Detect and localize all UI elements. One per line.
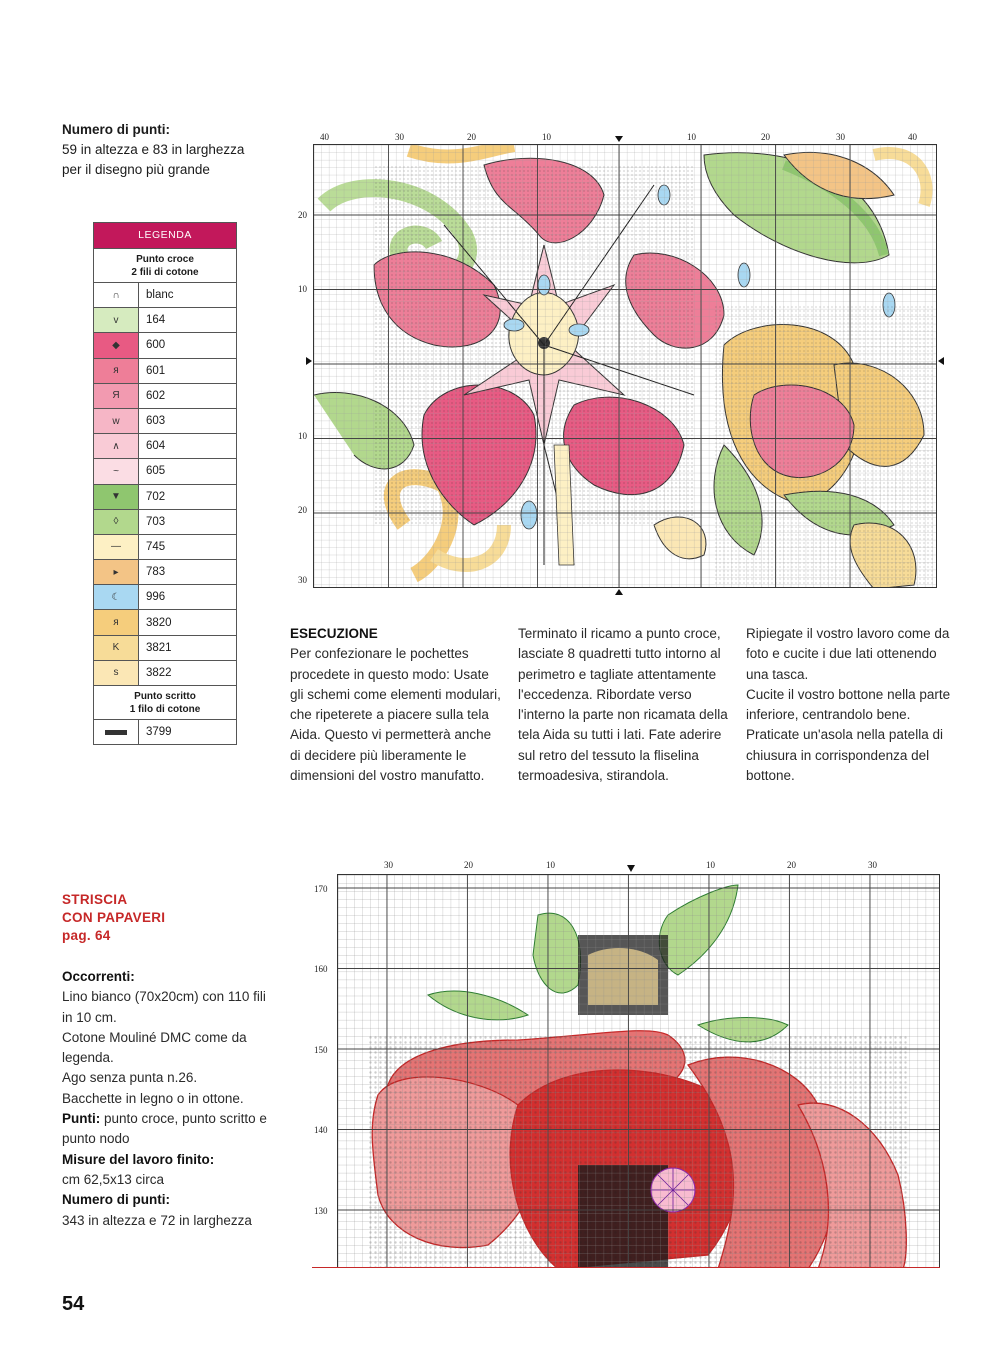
chart2-top-tick-label: 20 — [787, 860, 796, 870]
legend-swatch: ▼ — [94, 485, 139, 509]
center-marker-right — [938, 357, 944, 365]
legend-row — [94, 282, 236, 307]
chart1-left-tick-label: 10 — [298, 284, 307, 294]
legend-swatch: ☾ — [94, 585, 139, 609]
legend-row — [94, 534, 236, 559]
chart2-top-tick-label: 10 — [546, 860, 555, 870]
legend-code: 703 — [146, 515, 166, 528]
legend-swatch: ~ — [94, 459, 139, 483]
legend-table — [93, 222, 237, 745]
chart1-left-tick-label: 10 — [298, 431, 307, 441]
papaveri-title-2: CON PAPAVERI — [62, 910, 166, 925]
numero-value: 343 in altezza e 72 in larghezza — [62, 1212, 252, 1228]
stitch-count-line2: per il disegno più grande — [62, 162, 210, 177]
legend-code: 996 — [146, 591, 166, 604]
backstitch-line-icon — [105, 730, 127, 735]
center-marker-top — [615, 136, 623, 142]
papaveri-page-ref: pag. 64 — [62, 928, 111, 943]
occorrenti-4: Bacchette in legno o in ottone. — [62, 1090, 244, 1106]
legend-code: 3821 — [146, 641, 172, 654]
chart2-left-tick-label: 130 — [314, 1206, 328, 1216]
legend-rows — [94, 282, 236, 685]
legend-code: 702 — [146, 490, 166, 503]
chart1-top-tick-label: 40 — [320, 132, 329, 142]
legend-swatch: я — [94, 359, 139, 383]
legend-swatch: ∧ — [94, 434, 139, 458]
legend-code: 603 — [146, 415, 166, 428]
legend-row — [94, 307, 236, 332]
legend-code: 745 — [146, 540, 166, 553]
legend-row — [94, 609, 236, 634]
center-marker-bottom — [615, 589, 623, 595]
papaveri-title-1: STRISCIA — [62, 892, 128, 907]
chart1-top-tick-label: 30 — [395, 132, 404, 142]
legend-row — [94, 358, 236, 383]
chart1-left-tick-label: 30 — [298, 575, 307, 585]
legend-row — [94, 484, 236, 509]
center-marker-left — [306, 357, 312, 365]
legend-row — [94, 433, 236, 458]
papaveri-body — [62, 967, 277, 1231]
esecuzione-text-3c: Praticate un'asola nella patella di chiusura in corrispondenza del bottone. — [746, 727, 943, 784]
occorrenti-3: Ago senza punta n.26. — [62, 1070, 198, 1086]
chart1-svg — [314, 145, 937, 588]
stitch-count-label: Numero di punti: — [62, 122, 170, 137]
stitch-count-block — [62, 120, 272, 180]
chart2-svg — [338, 875, 940, 1268]
legend-swatch: Я — [94, 384, 139, 408]
esecuzione-text-2: Terminato il ricamo a punto croce, lasciate 8 quadretti tutto intorno al perimetro e tagliate attentamente l'eccedenza. Ribordate verso l'interno la parte non ricamata della tela Aida su tutti i lati. Fate aderire sul retro del tessuto la fliselina termoadesiva, stirandola. — [518, 626, 728, 784]
section2-line2: 1 filo di cotone — [129, 703, 201, 715]
legend-row — [94, 408, 236, 433]
chart1-top-tick-label: 10 — [687, 132, 696, 142]
numero-label: Numero di punti: — [62, 1192, 170, 1208]
chart2-top-tick-label: 20 — [464, 860, 473, 870]
legend-row-backstitch — [94, 719, 236, 744]
chart2-grid — [337, 874, 940, 1268]
esecuzione-col1 — [290, 624, 502, 786]
legend-code: 605 — [146, 465, 166, 478]
section1-line2: 2 fili di cotone — [131, 266, 199, 278]
chart1-fine-grid — [314, 145, 937, 588]
legend-swatch: я — [94, 610, 139, 634]
legend-code: 602 — [146, 389, 166, 402]
backstitch-code: 3799 — [146, 726, 172, 739]
legend-swatch: v — [94, 308, 139, 332]
occorrenti-2: Cotone Mouliné DMC come da legenda. — [62, 1029, 247, 1066]
section1-line1: Punto croce — [136, 253, 194, 265]
papaveri-block — [62, 891, 277, 1231]
chart2-left-tick-label: 160 — [314, 964, 328, 974]
occorrenti-1: Lino bianco (70x20cm) con 110 fili in 10 cm. — [62, 989, 266, 1025]
legend-code: 3822 — [146, 666, 172, 679]
legend-row — [94, 660, 236, 685]
occorrenti-label: Occorrenti: — [62, 969, 135, 984]
legend-title: LEGENDA — [94, 223, 236, 248]
legend-swatch: — — [94, 535, 139, 559]
chart2-left-tick-label: 150 — [314, 1045, 328, 1055]
legend-code: blanc — [146, 289, 174, 302]
legend-row — [94, 635, 236, 660]
legend-swatch: w — [94, 409, 139, 433]
legend-swatch: ∩ — [94, 283, 139, 307]
esecuzione-col2 — [518, 624, 730, 786]
section2-line1: Punto scritto — [134, 690, 196, 702]
legend-swatch: ▸ — [94, 560, 139, 584]
legend-row — [94, 559, 236, 584]
legend-swatch: ◆ — [94, 333, 139, 357]
legend-row — [94, 509, 236, 534]
punti-value: punto croce, punto scritto e punto nodo — [62, 1111, 267, 1147]
chart1-left-tick-label: 20 — [298, 210, 307, 220]
chart1-top-tick-label: 30 — [836, 132, 845, 142]
legend-code: 3820 — [146, 616, 172, 629]
stitch-count-line1: 59 in altezza e 83 in larghezza — [62, 142, 245, 157]
chart1-top-tick-label: 10 — [542, 132, 551, 142]
chart2-area — [306, 856, 946, 1270]
chart1-grid — [313, 144, 937, 588]
misure-value: cm 62,5x13 circa — [62, 1171, 165, 1187]
legend-section-cross-stitch — [94, 248, 236, 282]
legend-row — [94, 332, 236, 357]
legend-row — [94, 383, 236, 408]
chart1-top-tick-label: 40 — [908, 132, 917, 142]
chart1-top-tick-label: 20 — [467, 132, 476, 142]
legend-code: 601 — [146, 364, 166, 377]
punti-label: Punti: — [62, 1111, 101, 1127]
legend-code: 783 — [146, 566, 166, 579]
legend-row — [94, 458, 236, 483]
esecuzione-text-3b: Cucite il vostro bottone nella parte inferiore, centrandolo bene. — [746, 686, 951, 723]
esecuzione-title: ESECUZIONE — [290, 626, 378, 641]
legend-swatch: ◊ — [94, 510, 139, 534]
chart1-top-tick-label: 20 — [761, 132, 770, 142]
legend-code: 164 — [146, 314, 166, 327]
esecuzione-text-1: Per confezionare le pochettes procedete in questo modo: Usate gli schemi come elementi modulari, che ripeterete a piacere sulla tela Aida. Questo vi permetterà anche di decidere più liberamente le dimensioni del vostro manufatto. — [290, 646, 501, 784]
legend-swatch: K — [94, 636, 139, 660]
legend-code: 600 — [146, 339, 166, 352]
chart2-fine-grid — [338, 875, 940, 1268]
chart1-left-tick-label: 20 — [298, 505, 307, 515]
backstitch-swatch — [94, 720, 139, 744]
chart2-left-tick-label: 170 — [314, 884, 328, 894]
chart2-bottom-line — [312, 1267, 940, 1268]
legend-row — [94, 584, 236, 609]
esecuzione-col3 — [746, 624, 958, 786]
chart2-top-tick-label: 30 — [384, 860, 393, 870]
misure-label: Misure del lavoro finito: — [62, 1151, 215, 1167]
chart2-top-tick-label: 10 — [706, 860, 715, 870]
chart2-left-tick-label: 140 — [314, 1125, 328, 1135]
legend-swatch: s — [94, 661, 139, 685]
legend-section-backstitch — [94, 685, 236, 719]
chart1-area — [298, 128, 946, 598]
page-number: 54 — [62, 1293, 85, 1315]
esecuzione-text-3a: Ripiegate il vostro lavoro come da foto e cucite i due lati ottenendo una tasca. — [746, 626, 950, 682]
legend-code: 604 — [146, 440, 166, 453]
chart2-center-marker — [627, 865, 635, 872]
chart2-top-tick-label: 30 — [868, 860, 877, 870]
